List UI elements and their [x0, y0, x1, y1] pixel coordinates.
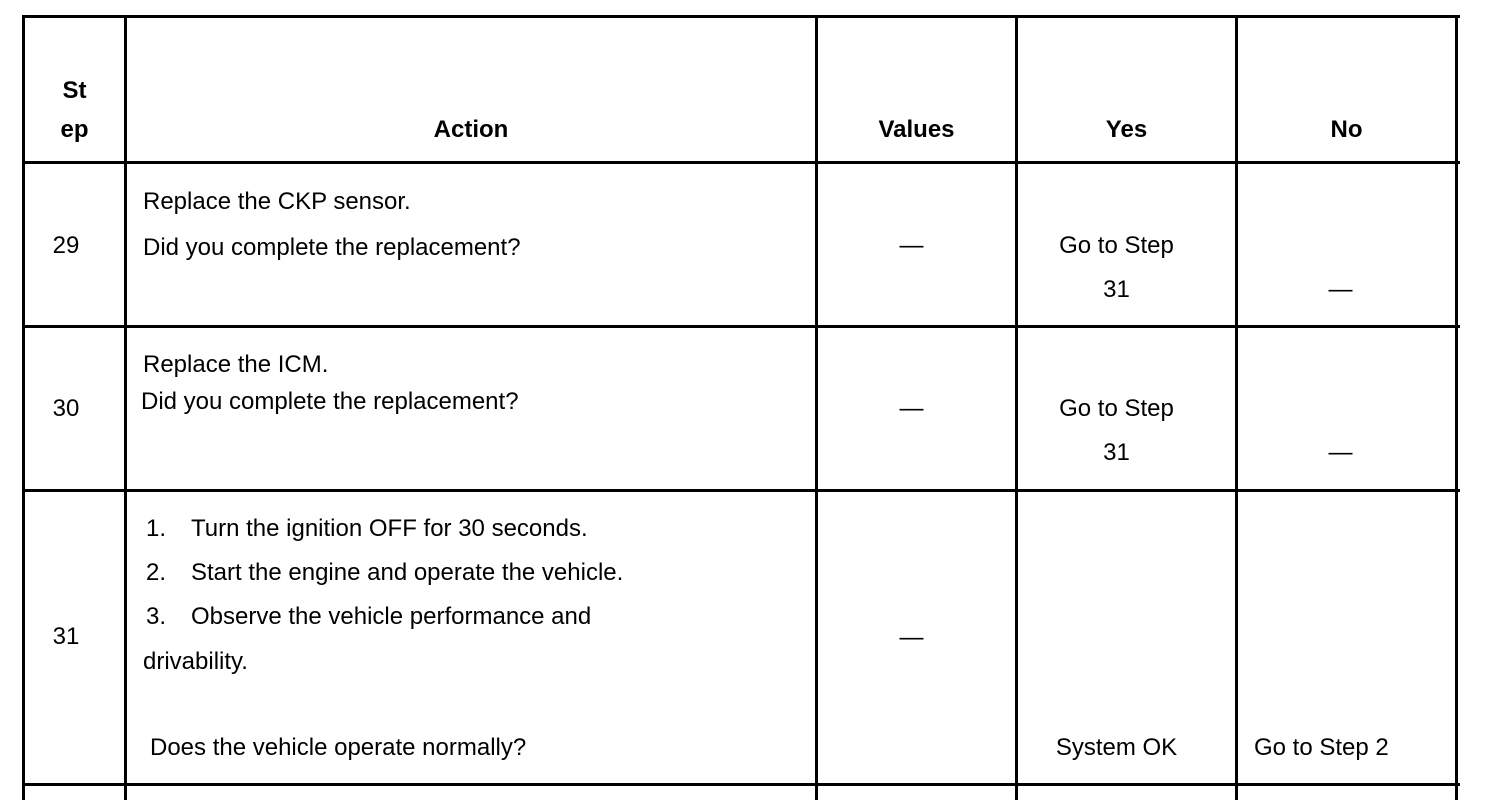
no-cell: — [1328, 439, 1353, 466]
no-cell: Go to Step 2 [1254, 734, 1389, 761]
header-yes: Yes [1105, 116, 1148, 143]
header-step-line2: ep [60, 116, 89, 143]
row-divider [22, 325, 1460, 328]
table-border-right [1455, 15, 1458, 800]
values-cell: — [899, 395, 924, 422]
action-item-number: 3. [146, 603, 167, 630]
action-question: Did you complete the replacement? [143, 234, 521, 261]
action-text: Replace the ICM. [143, 351, 329, 378]
action-text: Replace the CKP sensor. [143, 188, 411, 215]
header-row-divider [22, 161, 1460, 164]
table-border-top [22, 15, 1460, 18]
step-number: 31 [52, 623, 80, 650]
header-action: Action [433, 116, 509, 143]
yes-goto-step: 31 [1103, 276, 1130, 303]
header-step-line1: St [62, 77, 87, 104]
step-number: 30 [52, 395, 80, 422]
header-values: Values [878, 116, 955, 143]
action-item-text: Turn the ignition OFF for 30 seconds. [191, 515, 588, 542]
values-cell: — [899, 624, 924, 651]
table-border-bottom [22, 783, 1460, 786]
action-question: Did you complete the replacement? [141, 388, 519, 415]
yes-goto-text: Go to Step [1059, 395, 1174, 422]
no-cell: — [1328, 276, 1353, 303]
action-question: Does the vehicle operate normally? [150, 734, 527, 761]
row-divider [22, 489, 1460, 492]
action-item-number: 1. [146, 515, 167, 542]
yes-goto-step: 31 [1103, 439, 1130, 466]
action-item-text: Observe the vehicle performance and [191, 603, 592, 630]
yes-cell: System OK [1055, 734, 1178, 761]
values-cell: — [899, 232, 924, 259]
action-item-wrap: drivability. [143, 648, 248, 675]
header-no: No [1330, 116, 1363, 143]
yes-goto-text: Go to Step [1059, 232, 1174, 259]
action-item-number: 2. [146, 559, 167, 586]
step-number: 29 [52, 232, 80, 259]
action-item-text: Start the engine and operate the vehicle. [191, 559, 624, 586]
